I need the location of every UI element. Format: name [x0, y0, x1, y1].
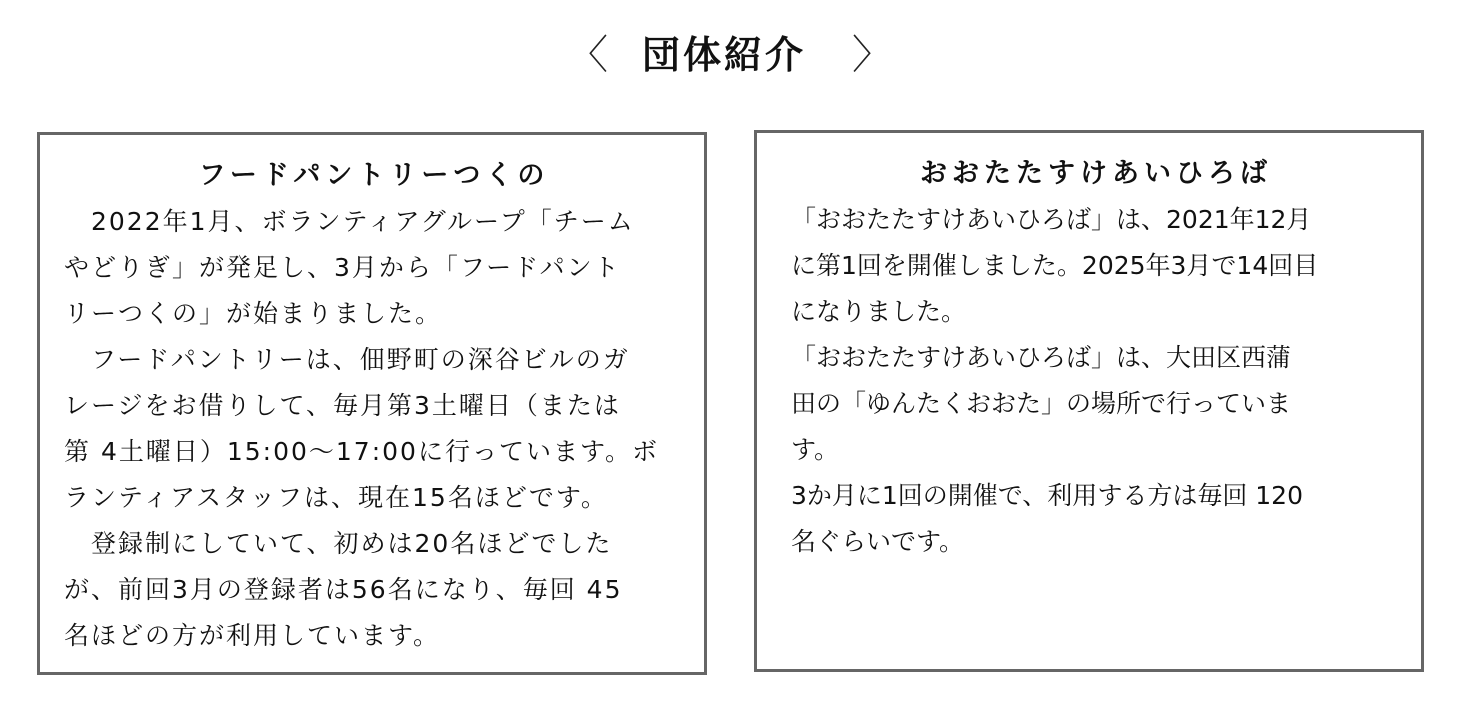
- card-paragraph: 登録制にしていて、初めは20名ほどでした が、前回3月の登録者は56名になり、毎回 45 名ほどの方が利用しています。: [64, 529, 623, 650]
- card-title: おおたたすけあいひろば: [920, 158, 1272, 189]
- card-paragraph: 2022年1月、ボランティアグループ「チーム やどりぎ」が発足し、3月から「フードパント リーつくの」が始まりました。: [64, 207, 635, 328]
- group-card-ota-tasukeai: [754, 130, 1424, 672]
- card-paragraph: 「おおたたすけあいひろば」は、大田区西蒲 田の「ゆんたくおおた」の場所で行っていま す。: [791, 343, 1292, 464]
- card-paragraph: 「おおたたすけあいひろば」は、2021年12月 に第1回を開催しました。2025年3月で14回目 になりました。: [791, 205, 1319, 326]
- card-paragraph: フードパントリーは、佃野町の深谷ビルのガ レージをお借りして、毎月第3土曜日（または 第 4土曜日）15:00〜17:00に行っています。ボ ランティアスタッフは、現在15名ほどです。: [64, 345, 659, 512]
- section-heading: [0, 22, 1460, 80]
- card-paragraph: 3か月に1回の開催で、利用する方は毎回 120 名ぐらいです。: [791, 481, 1303, 556]
- group-card-food-pantry: [37, 132, 707, 675]
- next-arrow-icon: 〉: [852, 31, 892, 78]
- page-title: 団体紹介: [641, 32, 806, 77]
- card-title: フードパントリーつくの: [198, 160, 550, 191]
- prev-arrow-icon: 〈: [567, 31, 608, 78]
